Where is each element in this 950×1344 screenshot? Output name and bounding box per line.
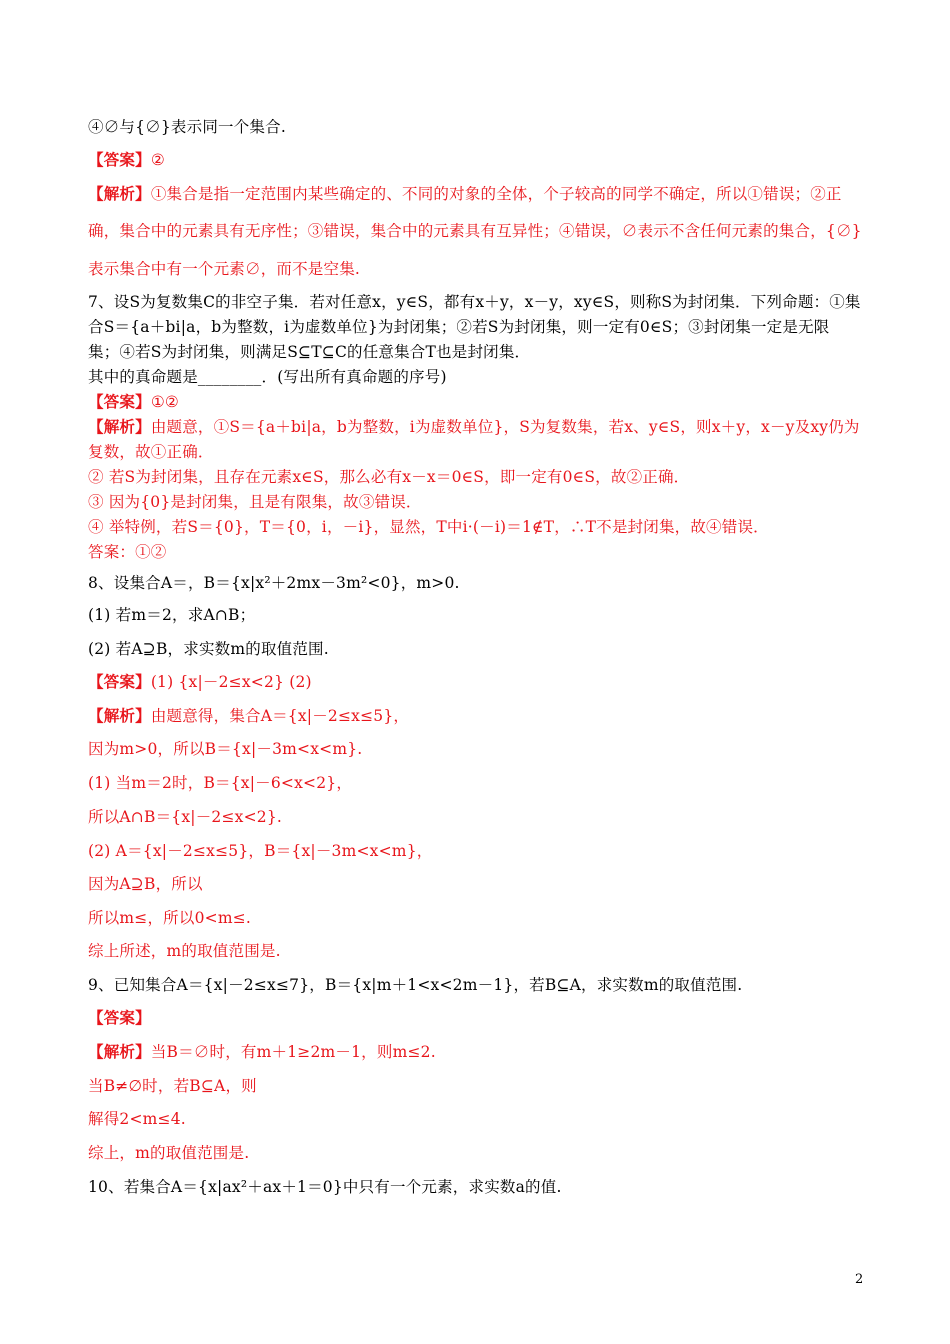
text-line: 10、若集合A＝{x|ax²＋ax＋1＝0}中只有一个元素，求实数a的值. <box>88 1178 562 1196</box>
text-line: 因为A⊇B，所以 <box>88 875 203 893</box>
text-line: ④ 举特例，若S＝{0}，T＝{0，i，－i}，显然，T中i·(－i)＝1∉T，∴T不是封闭集，故④错误． <box>88 518 769 536</box>
text-line: ④∅与{∅}表示同一个集合. <box>88 118 286 136</box>
section-label: 【解析】 <box>88 417 151 436</box>
section-label: 【答案】 <box>88 1008 151 1027</box>
text-line: 合S＝{a＋bi|a，b为整数，i为虚数单位}为封闭集；②若S为封闭集，则一定有0∈S；③封闭集一定是无限 <box>88 318 830 336</box>
section-text: ①集合是指一定范围内某些确定的、不同的对象的全体，个子较高的同学不确定，所以①错误；②正 <box>150 185 842 203</box>
text-line: (2) A＝{x|－2≤x≤5}，B＝{x|－3m<x<m}， <box>88 842 433 860</box>
text-line: ③ 因为{0}是封闭集，且是有限集，故③错误． <box>88 493 422 511</box>
text-line <box>88 705 878 727</box>
section-text: 由题意，①S＝{a＋bi|a，b为整数，i为虚数单位}，S为复数集，若x、y∈S，则x＋y，x－y及xy仍为 <box>150 418 860 436</box>
text-line <box>88 149 878 171</box>
text-line: 表示集合中有一个元素∅，而不是空集. <box>88 260 361 278</box>
text-line: (2) 若A⊇B，求实数m的取值范围. <box>88 640 329 658</box>
text-line: 9、已知集合A＝{x|－2≤x≤7}，B＝{x|m＋1<x<2m－1}，若B⊆A，求实数m的取值范围. <box>88 976 743 994</box>
text-line <box>88 183 878 205</box>
page-number: 2 <box>855 1272 864 1287</box>
text-line: 8、设集合A＝，B＝{x|x²＋2mx－3m²<0}，m>0. <box>88 574 460 592</box>
section-label: 【解析】 <box>88 1042 151 1061</box>
text-line: (1) 若m＝2，求A∩B； <box>88 606 256 624</box>
text-line: 解得2<m≤4. <box>88 1110 186 1128</box>
text-line <box>88 416 878 438</box>
text-line: 7、设S为复数集C的非空子集．若对任意x，y∈S，都有x＋y，x－y，xy∈S，则称S为封闭集．下列命题：①集 <box>88 293 861 311</box>
text-line: 复数，故①正确． <box>88 443 214 461</box>
text-line <box>88 1007 878 1029</box>
text-line: 答案：①② <box>88 543 167 561</box>
text-line: 当B≠∅时，若B⊆A，则 <box>88 1077 257 1095</box>
section-label: 【答案】 <box>88 392 151 411</box>
text-line <box>88 391 878 413</box>
section-text: ①② <box>150 393 180 411</box>
section-label: 【解析】 <box>88 184 151 203</box>
text-line: 综上所述，m的取值范围是. <box>88 942 281 960</box>
text-line: 因为m>0，所以B＝{x|－3m<x<m}. <box>88 740 363 758</box>
text-line <box>88 671 878 693</box>
text-line: 综上，m的取值范围是. <box>88 1144 250 1162</box>
section-text: 由题意得，集合A＝{x|－2≤x≤5}， <box>150 707 410 725</box>
text-line: ② 若S为封闭集，且存在元素x∈S，那么必有x－x＝0∈S，即一定有0∈S，故②正确． <box>88 468 690 486</box>
text-line: 所以A∩B＝{x|－2≤x<2}. <box>88 808 283 826</box>
text-line: 所以m≤，所以0<m≤. <box>88 909 252 927</box>
text-line: 集；④若S为封闭集，则满足S⊆T⊆C的任意集合T也是封闭集． <box>88 343 531 361</box>
section-label: 【答案】 <box>88 150 151 169</box>
section-label: 【答案】 <box>88 672 151 691</box>
section-text: 当B＝∅时，有m＋1≥2m－1，则m≤2. <box>150 1043 436 1061</box>
section-text: (1) {x|－2≤x<2} (2) <box>150 673 312 691</box>
text-line <box>88 1041 878 1063</box>
text-line: 确，集合中的元素具有无序性；③错误，集合中的元素具有互异性；④错误，∅表示不含任何元素的集合，{∅} <box>88 222 862 240</box>
text-line: 其中的真命题是________．(写出所有真命题的序号) <box>88 368 447 386</box>
text-line: (1) 当m＝2时，B＝{x|－6<x<2}， <box>88 774 353 792</box>
section-label: 【解析】 <box>88 706 151 725</box>
section-text: ② <box>150 151 165 169</box>
